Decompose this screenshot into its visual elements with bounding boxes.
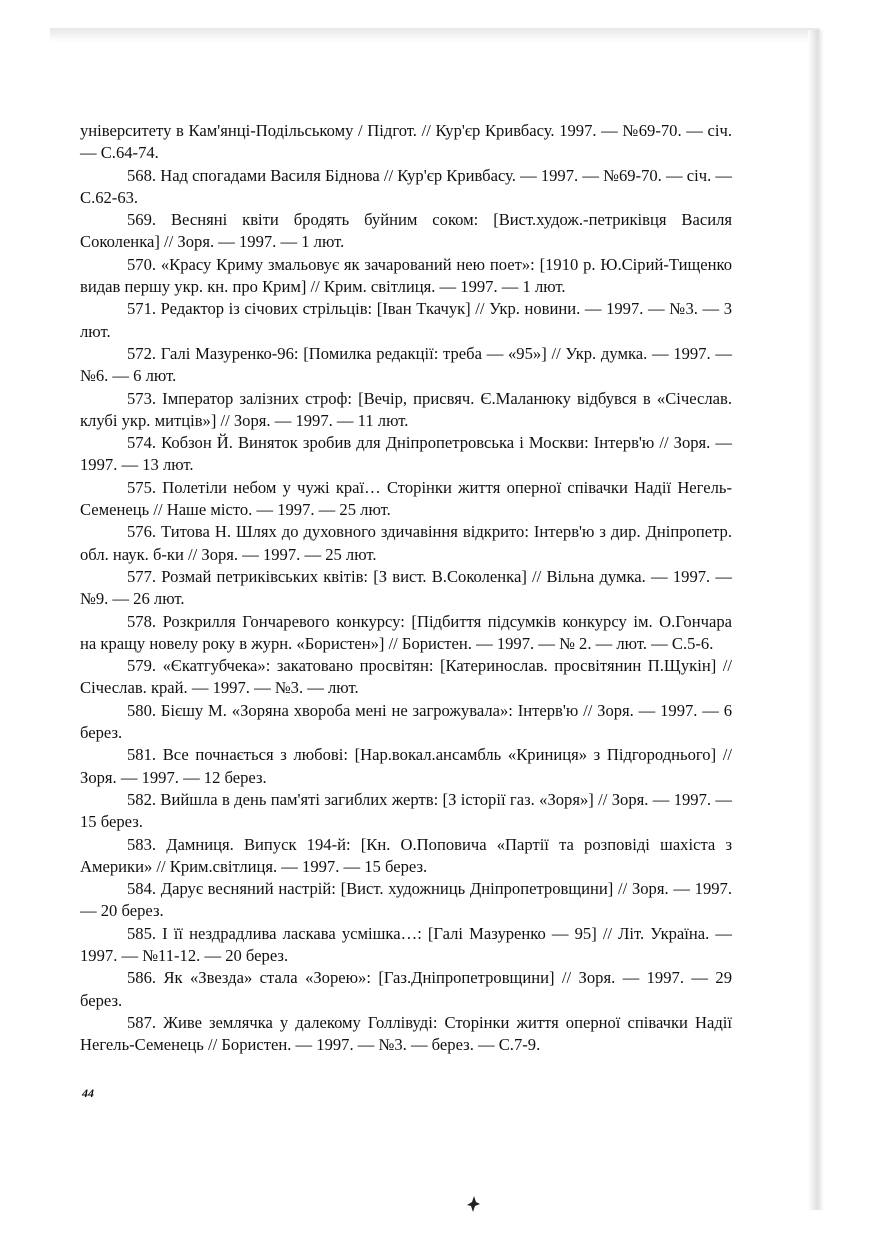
scan-shadow-top — [50, 28, 820, 42]
page-number: 44 — [82, 1086, 94, 1100]
continuation-paragraph: університету в Кам'янці-Подільському / Підгот. // Кур'єр Кривбасу. 1997. — №69-70. — січ. — С.64-74. — [80, 121, 732, 163]
entry-576: 576. Титова Н. Шлях до духовного здичавіння відкрито: Інтерв'ю з дир. Дніпропетр. обл. наук. б-ки // Зоря. — 1997. — 25 лют. — [80, 522, 732, 564]
entry-585: 585. І її нездрадлива ласкава усмішка…: [Галі Мазуренко — 95] // Літ. Україна. — 1997. — №11-12. — 20 берез. — [80, 923, 732, 965]
entry-568: 568. Над спогадами Василя Біднова // Кур'єр Кривбасу. — 1997. — №69-70. — січ. — С.62-63. — [80, 165, 732, 207]
entry-572: 572. Галі Мазуренко-96: [Помилка редакції: треба — «95»] // Укр. думка. — 1997. — №6. — 6 лют. — [80, 343, 732, 386]
entry-583: 583. Дамниця. Випуск 194-й: [Кн. О.Поповича «Партії та розповіді шахіста з Америки» // Крим.світлиця. — 1997. — 15 берез. — [80, 834, 732, 876]
entry-580: 580. Бієшу М. «Зоряна хвороба мені не загрожувала»: Інтерв'ю // Зоря. — 1997. — 6 берез. — [80, 700, 732, 743]
entry-582: 582. Вийшла в день пам'яті загиблих жертв: [З історії газ. «Зоря»] // Зоря. — 1997. — 15 берез. — [80, 789, 732, 832]
entry-579: 579. «Єкатгубчека»: закатовано просвітян: [Катеринослав. просвітянин П.Щукін] // Січеслав. край. — 1997. — №3. — лют. — [80, 656, 732, 698]
scan-shadow-right — [808, 30, 824, 1210]
entry-574: 574. Кобзон Й. Виняток зробив для Дніпропетровська і Москви: Інтерв'ю // Зоря. — 1997. — 13 лют. — [80, 433, 732, 475]
entry-586: 586. Як «Звезда» стала «Зорею»: [Газ.Дніпропетровщини] // Зоря. — 1997. — 29 берез. — [80, 968, 732, 1010]
entry-584: 584. Дарує весняний настрій: [Вист. художниць Дніпропетровщини] // Зоря. — 1997. — 20 берез. — [80, 879, 732, 921]
entry-569: 569. Весняні квіти бродять буйним соком: [Вист.худож.-петриківця Василя Соколенка] // Зоря. — 1997. — 1 лют. — [80, 210, 732, 252]
entry-581: 581. Все почнається з любові: [Нар.вокал.ансамбль «Криниця» з Підгороднього] // Зоря. — 1997. — 12 берез. — [80, 745, 732, 787]
bibliography-text — [80, 120, 732, 1056]
entry-575: 575. Полетіли небом у чужі краї… Сторінки життя оперної співачки Надії Негель-Семенець // Наше місто. — 1997. — 25 лют. — [80, 477, 732, 520]
entry-587: 587. Живе землячка у далекому Голлівуді: Сторінки життя оперної співачки Надії Негель-Семенець // Бористен. — 1997. — №3. — берез. — С.7-9. — [80, 1012, 732, 1055]
entry-578: 578. Розкрилля Гончаревого конкурсу: [Підбиття підсумків конкурсу ім. О.Гончара на кращу новелу року в журн. «Бористен»] // Бористен. — 1997. — № 2. — лют. — С.5-6. — [80, 611, 732, 653]
entry-571: 571. Редактор із січових стрільців: [Іван Ткачук] // Укр. новини. — 1997. — №3. — 3 лют. — [80, 299, 732, 341]
entry-573: 573. Імператор залізних строф: [Вечір, присвяч. Є.Маланюку відбувся в «Січеслав. клубі укр. митців»] // Зоря. — 1997. — 11 лют. — [80, 388, 732, 430]
entry-570: 570. «Красу Криму змальовує як зачарований нею поет»: [1910 р. Ю.Сірий-Тищенко видав першу укр. кн. про Крим] // Крим. світлиця. — 1997. — 1 лют. — [80, 254, 732, 297]
scan-speck-mark — [462, 1192, 486, 1216]
entry-577: 577. Розмай петриківських квітів: [З вист. В.Соколенка] // Вільна думка. — 1997. — №9. — 26 лют. — [80, 566, 732, 609]
